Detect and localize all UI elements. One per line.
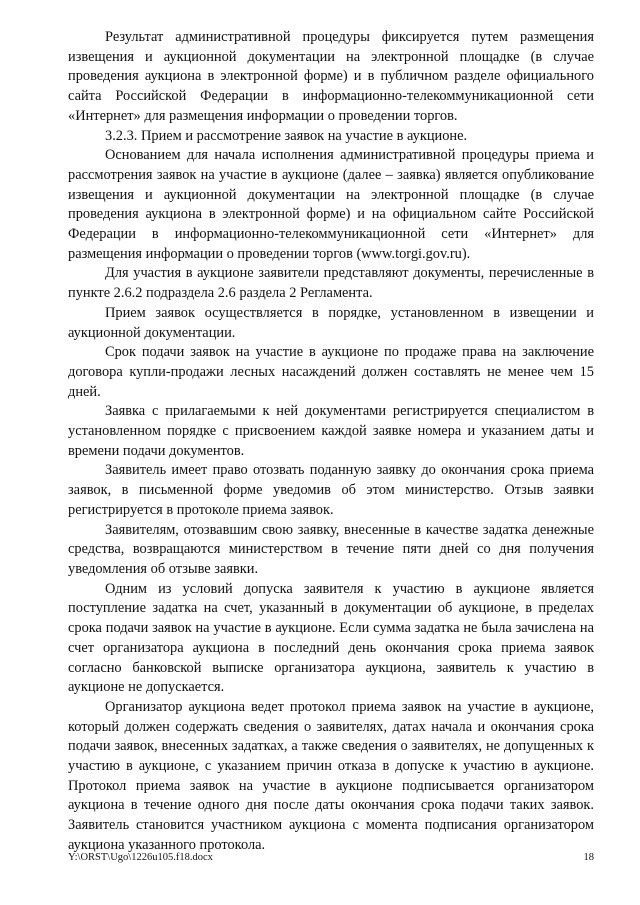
paragraph: Организатор аукциона ведет протокол приема заявок на участие в аукционе, который должен содержать сведения о заявителях, датах начала и окончания срока подачи заявок, внесенных задатках, а также сведения о заявителях, не допущенных к участию в аукционе, с указанием причин отказа в допуске к участию в аукционе. Протокол приема заявок на участие в аукционе подписывается организатором аукциона в течение одного дня после даты окончания срока подачи таких заявок. Заявитель становится участником аукциона с момента подписания организатором аукциона указанного протокола. bbox=[68, 698, 594, 853]
paragraph: Прием заявок осуществляется в порядке, установленном в извещении и аукционной документации. bbox=[68, 304, 594, 341]
paragraph: Заявителям, отозвавшим свою заявку, внесенные в качестве задатка денежные средства, возвращаются министерством в течение пяти дней со дня получения уведомления об отзыве заявки. bbox=[68, 521, 594, 577]
paragraph: Заявка с прилагаемыми к ней документами регистрируется специалистом в установленном порядке с присвоением каждой заявке номера и указанием даты и времени подачи документов. bbox=[68, 403, 594, 459]
file-path: Y:\ORST\Ugo\1226u105.f18.docx bbox=[68, 852, 213, 863]
paragraph: Заявитель имеет право отозвать поданную заявку до окончания срока приема заявок, в письменной форме уведомив об этом министерство. Отзыв заявки регистрируется в протоколе приема заявок. bbox=[68, 462, 594, 518]
paragraph: Одним из условий допуска заявителя к участию в аукционе является поступление задатка на счет, указанный в документации об аукционе, в пределах срока подачи заявок на участие в аукционе. Если сумма задатка не была зачислена на счет организатора аукциона в последний день окончания срока приема заявок согласно банковской выписке организатора аукциона, заявитель к участию в аукционе не допускается. bbox=[68, 580, 594, 696]
page-number: 18 bbox=[583, 852, 594, 863]
document-body bbox=[68, 28, 594, 856]
paragraph: Результат административной процедуры фиксируется путем размещения извещения и аукционной документации на электронной площадке (в случае проведения аукциона в электронной форме) и в публичном разделе официального сайта Российской Федерации в информационно-телекоммуникационной сети «Интернет» для размещения информации о проведении торгов. bbox=[68, 29, 594, 124]
section-heading: 3.2.3. Прием и рассмотрение заявок на участие в аукционе. bbox=[105, 127, 468, 144]
paragraph: Срок подачи заявок на участие в аукционе по продаже права на заключение договора купли-продажи лесных насаждений должен составлять не менее чем 15 дней. bbox=[68, 344, 594, 400]
page-footer bbox=[68, 852, 594, 863]
paragraph: Основанием для начала исполнения административной процедуры приема и рассмотрения заявок на участие в аукционе (далее – заявка) является опубликование извещения и аукционной документации на электронной площадке (в случае проведения аукциона в электронной форме) и на официальном сайте Российской Федерации в информационно-телекоммуникационной сети «Интернет» для размещения информации о проведении торгов (www.torgi.gov.ru). bbox=[68, 147, 594, 262]
paragraph: Для участия в аукционе заявители представляют документы, перечисленные в пункте 2.6.2 подраздела 2.6 раздела 2 Регламента. bbox=[68, 265, 594, 302]
